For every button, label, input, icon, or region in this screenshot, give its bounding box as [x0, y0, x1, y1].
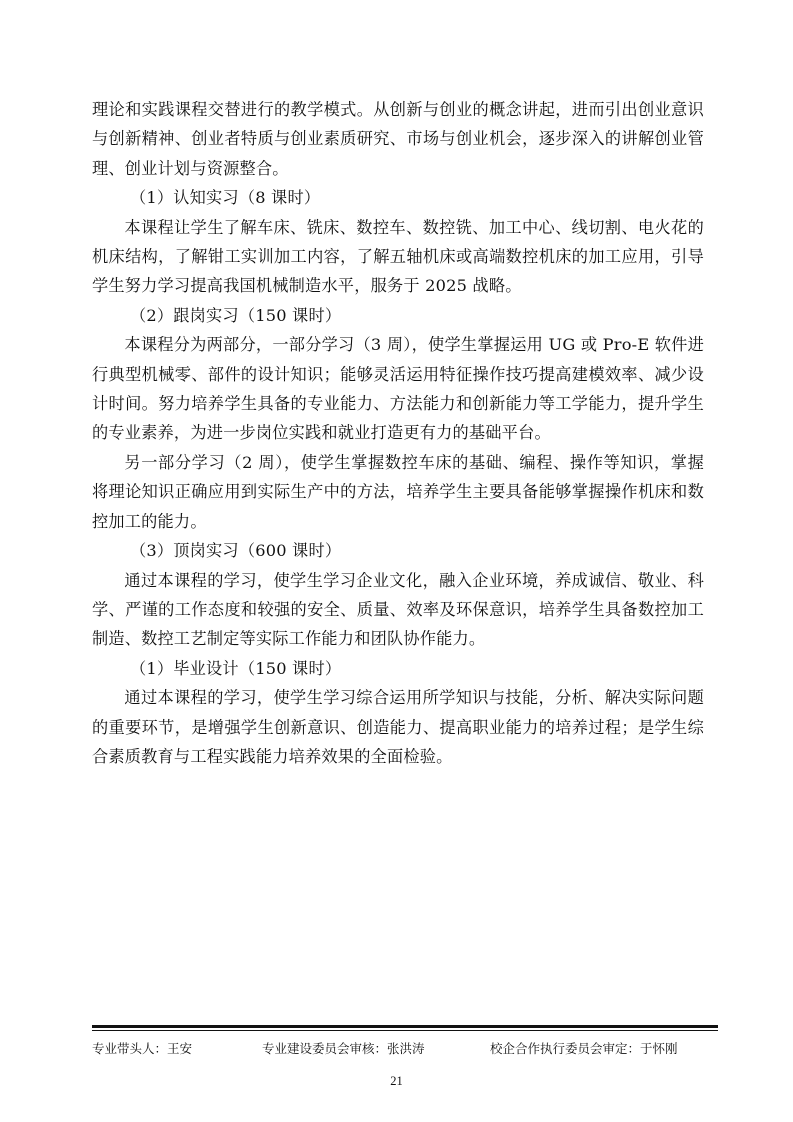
paragraph-post-internship: 通过本课程的学习，使学生学习企业文化，融入企业环境，养成诚信、敬业、科学、严谨的工作态度和较强的安全、质量、效率及环保意识，培养学生具备数控加工制造、数控工艺制定等实际工作能力和团队协作能力。	[92, 570, 704, 649]
heading-post-internship: （3）顶岗实习（600 课时）	[130, 541, 342, 561]
footer-rule-thin	[92, 1030, 718, 1031]
footer-program-lead: 专业带头人：王安	[92, 1041, 193, 1056]
document-body	[92, 95, 704, 771]
paragraph-graduation-design: 通过本课程的学习，使学生学习综合运用所学知识与技能，分析、解决实际问题的重要环节，是增强学生创新意识、创造能力、提高职业能力的培养过程；是学生综合素质教育与工程实践能力培养效果的全面检验。	[92, 688, 704, 766]
heading-graduation-design: （1）毕业设计（150 课时）	[130, 658, 342, 678]
footer-committee-review: 专业建设委员会审核：张洪涛	[262, 1041, 425, 1056]
heading-shadow-internship: （2）跟岗实习（150 课时）	[130, 305, 342, 325]
paragraph-shadow-internship-part-two: 另一部分学习（2 周），使学生掌握数控车床的基础、编程、操作等知识，掌握将理论知识正确应用到实际生产中的方法，培养学生主要具备能够掌握操作机床和数控加工的能力。	[92, 452, 704, 531]
paragraph-cognitive-internship: 本课程让学生了解车床、铣床、数控车、数控铣、加工中心、线切割、电火花的机床结构，了解钳工实训加工内容，了解五轴机床或高端数控机床的加工应用，引导学生努力学习提高我国机械制造水平，服务于 2025 战略。	[92, 217, 704, 296]
page-number: 21	[390, 1074, 403, 1088]
paragraph-shadow-internship-part-one: 本课程分为两部分，一部分学习（3 周），使学生掌握运用 UG 或 Pro-E 软件进行典型机械零、部件的设计知识；能够灵活运用特征操作技巧提高建模效率、减少设计时间。努力培养学生具备的专业能力、方法能力和创新能力等工学能力，提升学生的专业素养，为进一步岗位实践和就业打造更有力的基础平台。	[92, 335, 704, 443]
footer-rule-thick	[92, 1025, 718, 1028]
heading-cognitive-internship: （1）认知实习（8 课时）	[130, 188, 321, 208]
paragraph-entrepreneurship-course: 理论和实践课程交替进行的教学模式。从创新与创业的概念讲起，进而引出创业意识与创新精神、创业者特质与创业素质研究、市场与创业机会，逐步深入的讲解创业管理、创业计划与资源整合。	[92, 100, 704, 178]
footer-school-enterprise-review: 校企合作执行委员会审定：于怀刚	[490, 1041, 678, 1056]
